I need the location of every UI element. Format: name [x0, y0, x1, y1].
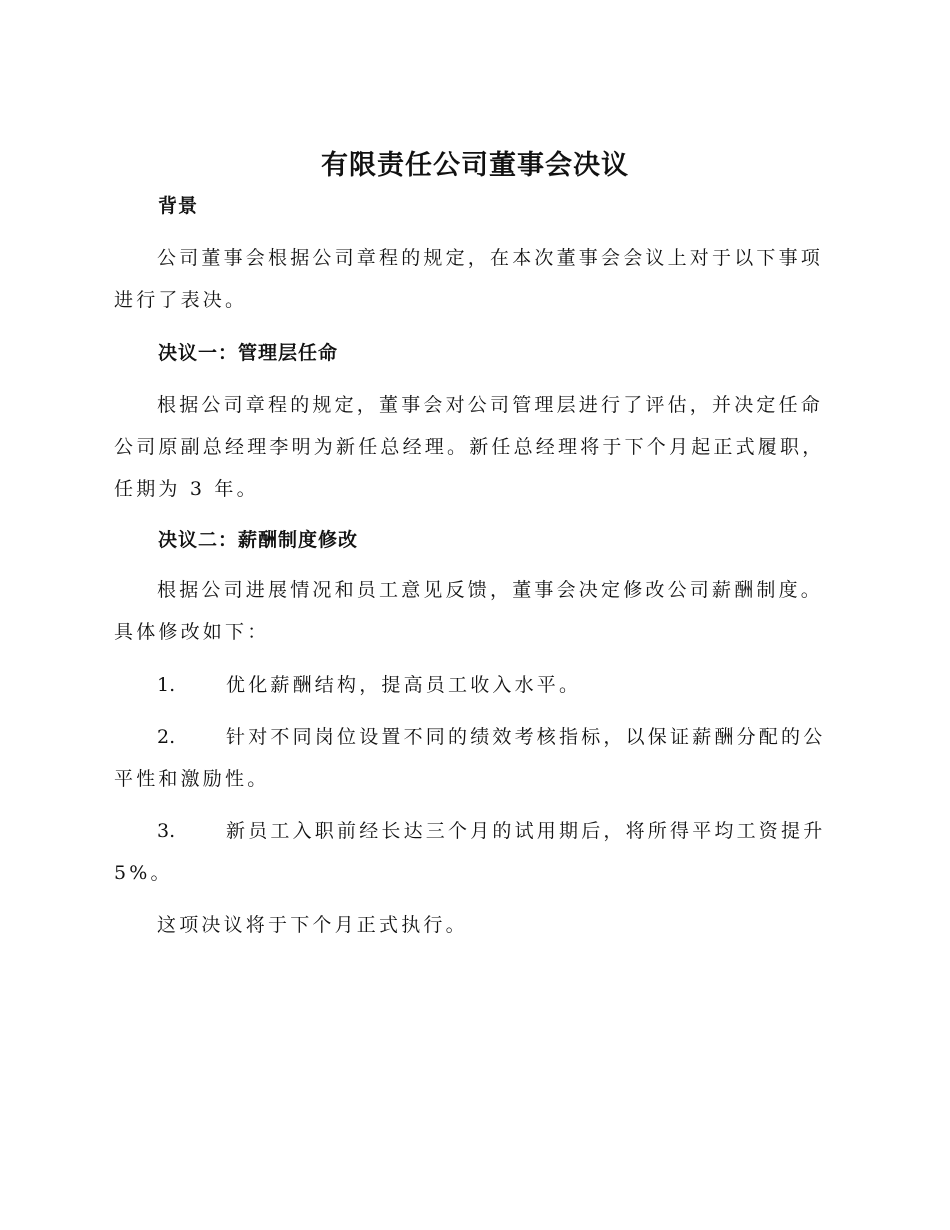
- list-item: [114, 810, 834, 894]
- resolution-2-intro-paragraph: 根据公司进展情况和员工意见反馈，董事会决定修改公司薪酬制度。具体修改如下：: [114, 579, 824, 643]
- background-paragraph: 公司董事会根据公司章程的规定，在本次董事会会议上对于以下事项进行了表决。: [114, 247, 824, 311]
- list-item-number: 1.: [157, 674, 176, 696]
- section-heading-background: 背景: [158, 195, 199, 217]
- list-item-number: 2.: [157, 726, 176, 748]
- list-item-text: 针对不同岗位设置不同的绩效考核指标，以保证薪酬分配的公平性和激励性。: [114, 726, 826, 790]
- section-heading-resolution-1: 决议一：管理层任命: [158, 342, 339, 364]
- list-item-text: 新员工入职前经长达三个月的试用期后，将所得平均工资提升 5%。: [114, 820, 826, 884]
- resolution-1-paragraph: 根据公司章程的规定，董事会对公司管理层进行了评估，并决定任命公司原副总经理李明为新任总经理。新任总经理将于下个月起正式履职，任期为 3 年。: [114, 394, 825, 500]
- list-item-text: 优化薪酬结构，提高员工收入水平。: [226, 674, 582, 696]
- list-item: [114, 716, 834, 800]
- list-item: [114, 664, 834, 706]
- section-heading-resolution-2: 决议二：薪酬制度修改: [158, 529, 359, 551]
- document-title: 有限责任公司董事会决议: [321, 150, 629, 181]
- list-item-number: 3.: [157, 820, 176, 842]
- closing-paragraph: 这项决议将于下个月正式执行。: [157, 914, 468, 936]
